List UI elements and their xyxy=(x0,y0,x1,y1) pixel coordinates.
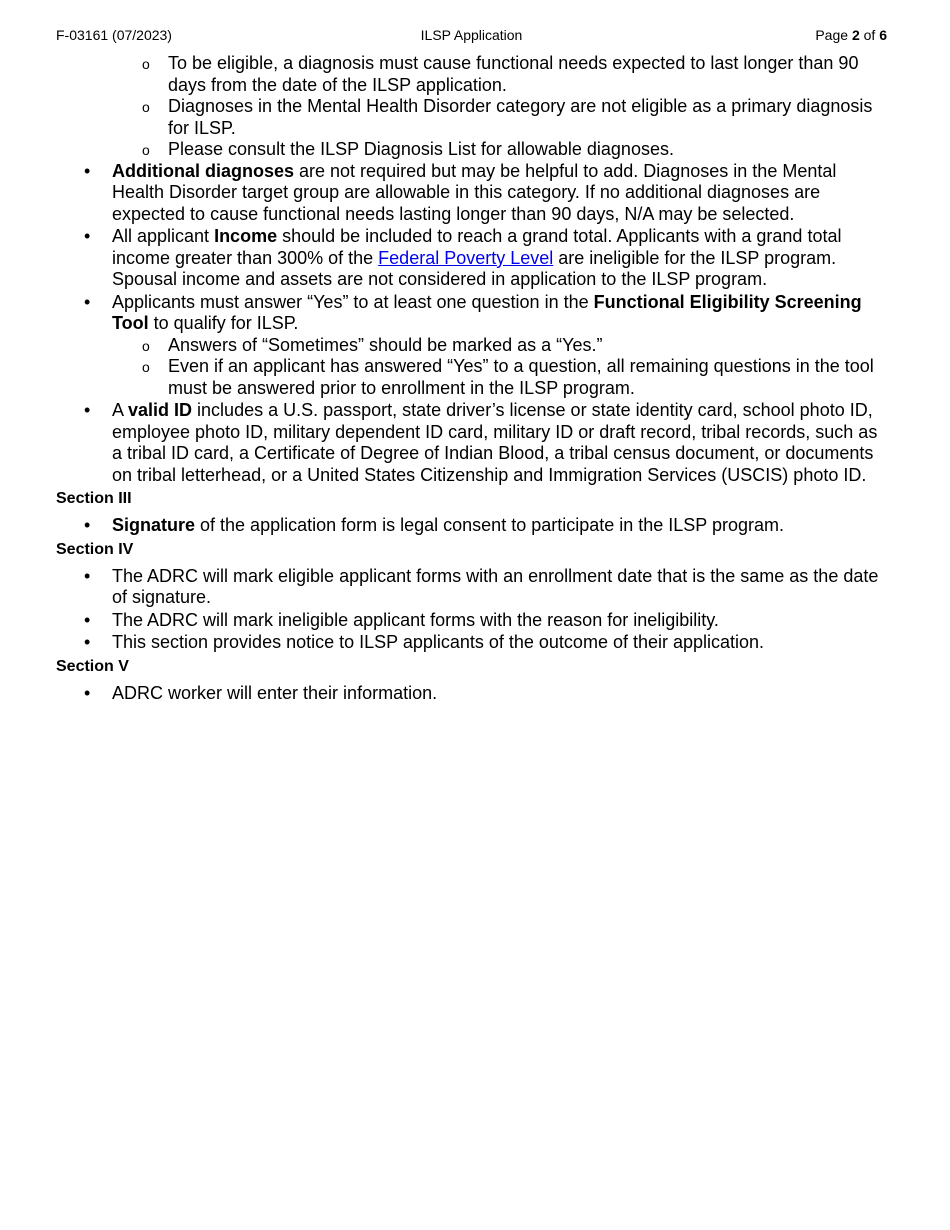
bullet-valid-id: • A valid ID includes a U.S. passport, state driver’s license or state identity card, school photo ID, employee photo ID, military dependent ID card, military ID or draft record, tribal records, such as a tribal ID card, a Certificate of Degree of Indian Blood, a tribal census document, or documents on tribal letterhead, or a United States Citizenship and Immigration Services (USCIS) photo ID. xyxy=(56,400,892,486)
section-v-bullets xyxy=(56,683,892,705)
sub-item-duration: o To be eligible, a diagnosis must cause functional needs expected to last longer than 90 days from the date of the ILSP application. xyxy=(56,53,892,96)
bullet-signature: • Signature of the application form is legal consent to participate in the ILSP program. xyxy=(56,515,892,537)
bullet-additional-diagnoses: • Additional diagnoses are not required but may be helpful to add. Diagnoses in the Mental Health Disorder target group are allowable in this category. If no additional diagnoses are expected to cause functional needs lasting longer than 90 days, N/A may be selected. xyxy=(56,161,892,226)
term-valid-id: valid ID xyxy=(128,400,193,420)
bullet-ineligible-forms: • The ADRC will mark ineligible applicant forms with the reason for ineligibility. xyxy=(56,610,892,632)
document-title: ILSP Application xyxy=(420,27,523,43)
sub-item-mental-health: o Diagnoses in the Mental Health Disorder category are not eligible as a primary diagnosis for ILSP. xyxy=(56,96,892,139)
functional-sub-list xyxy=(56,335,892,400)
bullet-functional-eligibility: • Applicants must answer “Yes” to at least one question in the Functional Eligibility Screening Tool to qualify for ILSP. o Answers of “Sometimes” should be marked as a “Yes.” o Even if an applicant has answered “Yes” to a question, all remaining questions in the tool must be answered prior to enrollment in the ILSP program. xyxy=(56,292,892,400)
bullet-notice: • This section provides notice to ILSP applicants of the outcome of their application. xyxy=(56,632,892,654)
term-income: Income xyxy=(214,226,278,246)
sub-item-sometimes: o Answers of “Sometimes” should be marked as a “Yes.” xyxy=(56,335,892,357)
term-signature: Signature xyxy=(112,515,196,535)
term-functional-eligibility-tool: Functional Eligibility Screening Tool xyxy=(112,291,862,333)
bullet-income: • All applicant Income should be included to reach a grand total. Applicants with a grand total income greater than 300% of the Federal Poverty Level are ineligible for the ILSP program. Spousal income and assets are not considered in application to the ILSP program. xyxy=(56,226,892,291)
bullet-adrc-worker: • ADRC worker will enter their information. xyxy=(56,683,892,705)
page-header xyxy=(56,27,887,45)
section-iv-bullets xyxy=(56,566,892,654)
form-number: F-03161 (07/2023) xyxy=(56,27,172,43)
sub-item-remaining-questions: o Even if an applicant has answered “Yes” to a question, all remaining questions in the tool must be answered prior to enrollment in the ILSP program. xyxy=(56,356,892,399)
section-ii-bullets xyxy=(56,161,892,487)
bullet-eligible-forms: • The ADRC will mark eligible applicant forms with an enrollment date that is the same as the date of signature. xyxy=(56,566,892,609)
section-iii-bullets xyxy=(56,515,892,537)
section-iv-heading: Section IV xyxy=(56,540,134,558)
section-iii-heading: Section III xyxy=(56,490,132,507)
section-v-heading: Section V xyxy=(56,657,129,675)
sub-item-consult-list: o Please consult the ILSP Diagnosis List for allowable diagnoses. xyxy=(56,139,892,161)
federal-poverty-level-link[interactable]: Federal Poverty Level xyxy=(378,247,554,268)
term-additional-diagnoses: Additional diagnoses xyxy=(112,160,295,181)
page-indicator: Page 2 of 6 xyxy=(815,27,887,43)
diagnosis-sub-list xyxy=(56,53,892,161)
document-body xyxy=(56,53,892,705)
